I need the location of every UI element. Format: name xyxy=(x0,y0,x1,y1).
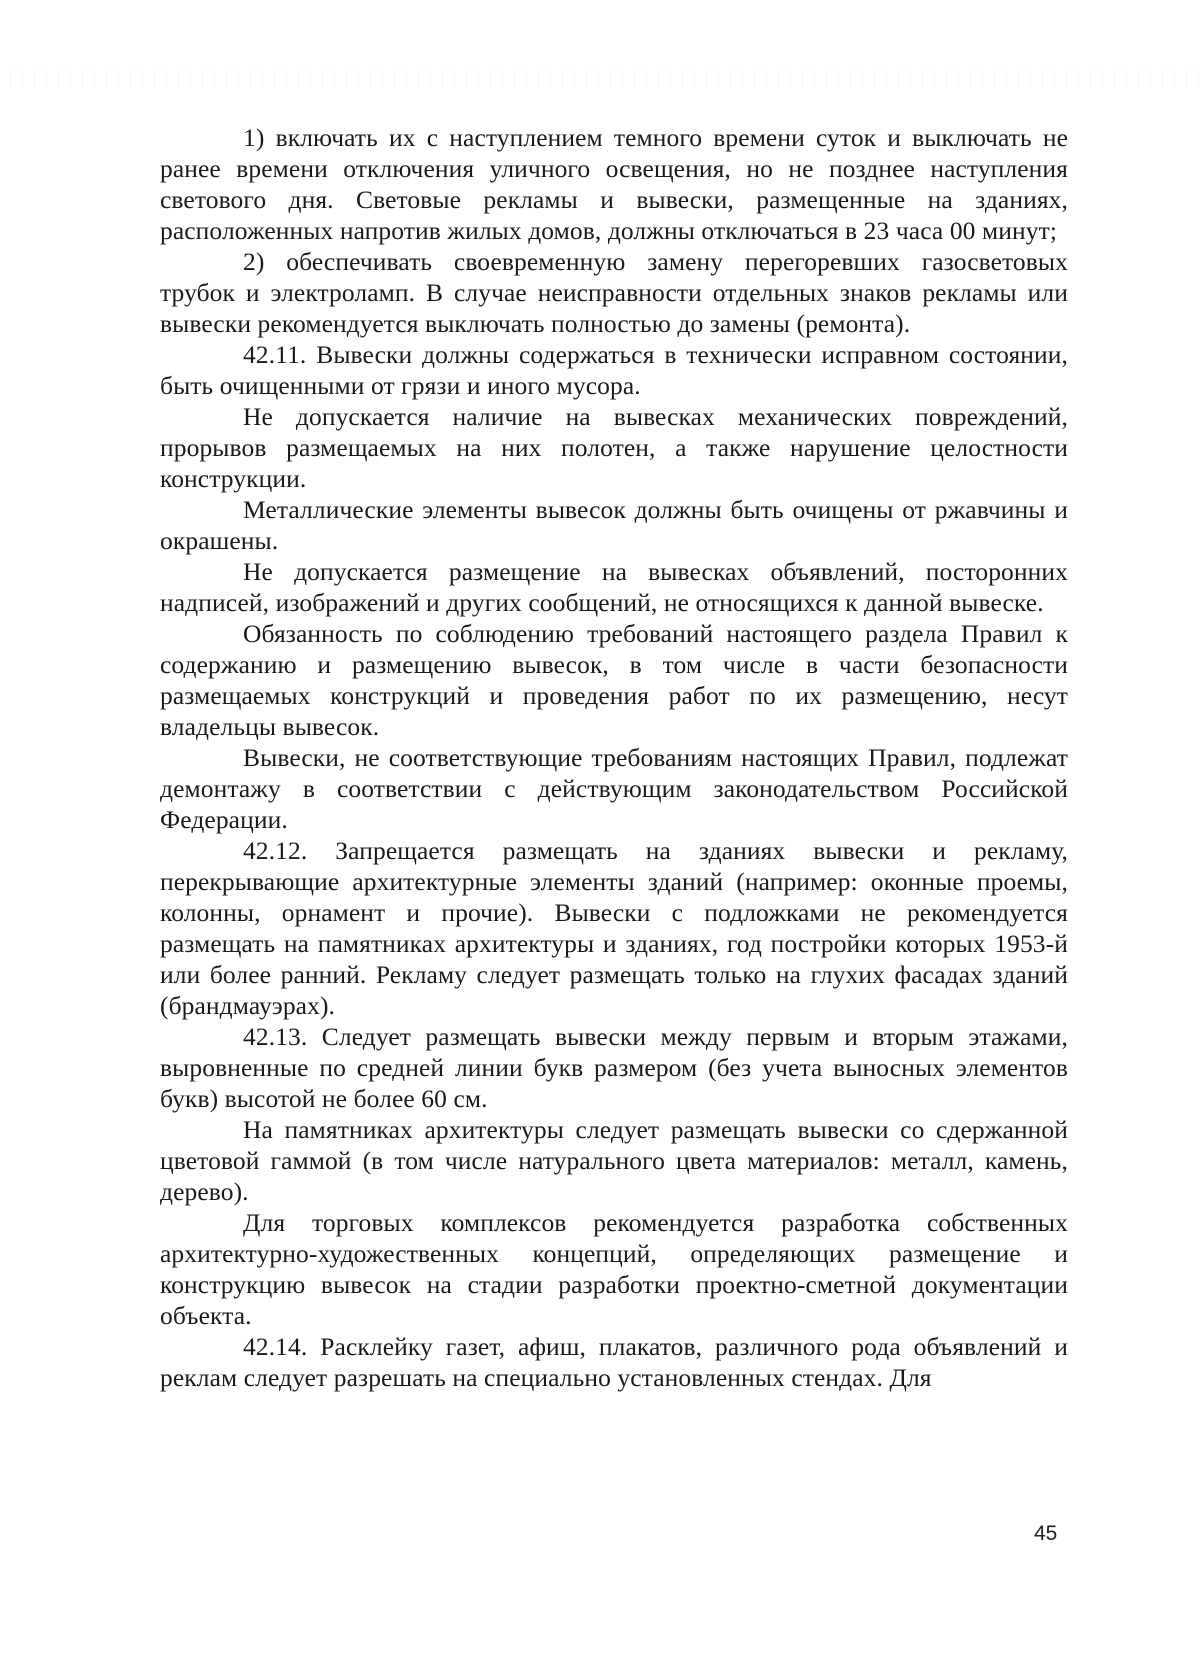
paragraph-2: 2) обеспечивать своевременную замену перегоревших газосветовых трубок и электроламп. В случае неисправности отдельных знаков рекламы или вывески рекомендуется выключать полностью до замены (ремонта). xyxy=(160,247,1068,338)
body-text xyxy=(160,122,1068,1393)
paragraph-5: Металлические элементы вывесок должны быть очищены от ржавчины и окрашены. xyxy=(160,495,1068,555)
paragraph-9: 42.12. Запрещается размещать на зданиях вывески и рекламу, перекрывающие архитектурные элементы зданий (например: оконные проемы, колонны, орнамент и прочие). Вывески с подложками не рекомендуется размещать на памятниках архитектуры и зданиях, год постройки которых 1953-й или более ранний. Рекламу следует размещать только на глухих фасадах зданий (брандмауэрах). xyxy=(160,836,1068,1020)
paragraph-6: Не допускается размещение на вывесках объявлений, посторонних надписей, изображений и других сообщений, не относящихся к данной вывеске. xyxy=(160,557,1068,617)
paragraph-10: 42.13. Следует размещать вывески между первым и вторым этажами, выровненные по средней линии букв размером (без учета выносных элементов букв) высотой не более 60 см. xyxy=(160,1022,1068,1113)
paragraph-8: Вывески, не соответствующие требованиям настоящих Правил, подлежат демонтажу в соответствии с действующим законодательством Российской Федерации. xyxy=(160,743,1068,834)
page-number: 45 xyxy=(1034,1522,1058,1545)
paragraph-13: 42.14. Расклейку газет, афиш, плакатов, различного рода объявлений и реклам следует разрешать на специально установленных стендах. Для xyxy=(160,1332,1068,1392)
paragraph-4: Не допускается наличие на вывесках механических повреждений, прорывов размещаемых на них полотен, а также нарушение целостности конструкции. xyxy=(160,402,1068,493)
paragraph-7: Обязанность по соблюдению требований настоящего раздела Правил к содержанию и размещению вывесок, в том числе в части безопасности размещаемых конструкций и проведения работ по их размещению, несут владельцы вывесок. xyxy=(160,619,1068,741)
paragraph-11: На памятниках архитектуры следует размещать вывески со сдержанной цветовой гаммой (в том числе натурального цвета материалов: металл, камень, дерево). xyxy=(160,1115,1068,1206)
paragraph-1: 1) включать их с наступлением темного времени суток и выключать не ранее времени отключения уличного освещения, но не позднее наступления светового дня. Световые рекламы и вывески, размещенные на зданиях, расположенных напротив жилых домов, должны отключаться в 23 часа 00 минут; xyxy=(160,123,1068,245)
scan-artifact xyxy=(0,70,1200,88)
paragraph-3: 42.11. Вывески должны содержаться в технически исправном состоянии, быть очищенными от грязи и иного мусора. xyxy=(160,340,1068,400)
paragraph-12: Для торговых комплексов рекомендуется разработка собственных архитектурно-художественных концепций, определяющих размещение и конструкцию вывесок на стадии разработки проектно-сметной документации объекта. xyxy=(160,1208,1068,1330)
